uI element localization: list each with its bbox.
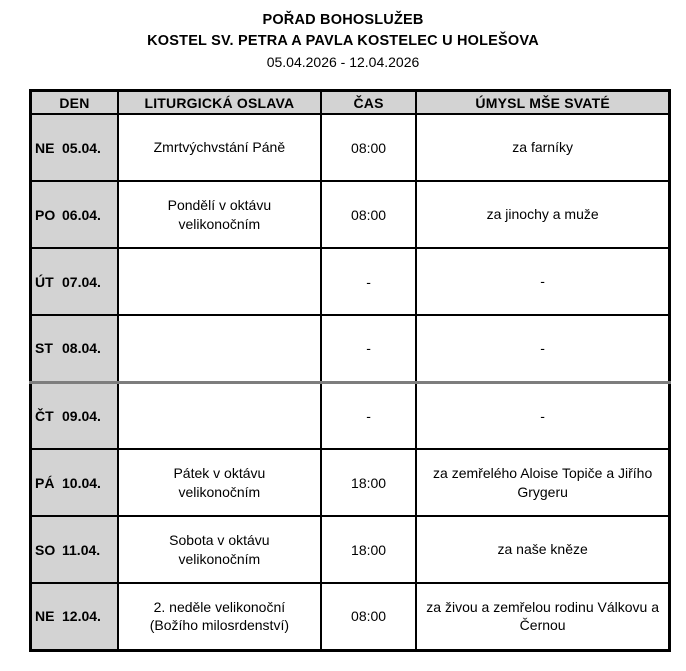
page-title: POŘAD BOHOSLUŽEB: [262, 12, 424, 28]
intention-cell: -: [416, 248, 669, 315]
day-abbr: NE: [35, 608, 55, 625]
time-cell: -: [321, 248, 416, 315]
time-cell: 18:00: [321, 516, 416, 583]
header-row: [31, 91, 670, 115]
celebration-cell: Sobota v oktávu velikonočním: [118, 516, 321, 583]
day-date: 10.04.: [62, 474, 101, 491]
time-cell: 08:00: [321, 181, 416, 248]
table-row: [31, 315, 670, 382]
celebration-cell: Pátek v oktávu velikonočním: [118, 449, 321, 516]
column-header-den: DEN: [31, 91, 118, 115]
day-cell: [31, 516, 118, 583]
column-header-cas: ČAS: [321, 91, 416, 115]
day-date: 11.04.: [62, 541, 101, 558]
day-abbr: ÚT: [35, 273, 54, 290]
column-header-umysl-mse-svate: ÚMYSL MŠE SVATÉ: [416, 91, 669, 115]
celebration-cell: [118, 382, 321, 449]
intention-cell: za jinochy a muže: [416, 181, 669, 248]
schedule-table: [29, 89, 671, 652]
time-cell: 18:00: [321, 449, 416, 516]
table-row: [31, 114, 670, 181]
day-date: 06.04.: [62, 206, 101, 223]
day-cell: [31, 248, 118, 315]
intention-cell: -: [416, 315, 669, 382]
day-cell: [31, 583, 118, 650]
date-range: 05.04.2026 - 12.04.2026: [266, 54, 420, 70]
day-date: 08.04.: [62, 340, 101, 357]
celebration-cell: [118, 248, 321, 315]
day-abbr: PÁ: [35, 474, 55, 491]
celebration-cell: [118, 315, 321, 382]
time-cell: -: [321, 382, 416, 449]
day-abbr: PO: [35, 206, 56, 223]
schedule-table-header: [31, 91, 670, 115]
table-row: [31, 248, 670, 315]
celebration-cell: Pondělí v oktávu velikonočním: [118, 181, 321, 248]
day-abbr: NE: [35, 139, 55, 156]
day-cell: [31, 114, 118, 181]
day-abbr: SO: [35, 541, 56, 558]
celebration-cell: Zmrtvýchvstání Páně: [118, 114, 321, 181]
table-row: [31, 583, 670, 650]
schedule-rows: [31, 114, 670, 650]
time-cell: 08:00: [321, 114, 416, 181]
table-row: [31, 449, 670, 516]
day-date: 07.04.: [62, 273, 101, 290]
intention-cell: za farníky: [416, 114, 669, 181]
column-header-liturgicka-oslava: LITURGICKÁ OSLAVA: [118, 91, 321, 115]
time-cell: -: [321, 315, 416, 382]
day-cell: [31, 315, 118, 382]
page-subtitle: KOSTEL SV. PETRA A PAVLA KOSTELEC U HOLEŠOVA: [147, 33, 539, 49]
title-block: [0, 0, 686, 73]
table-row: [31, 382, 670, 449]
table-row: [31, 516, 670, 583]
intention-cell: -: [416, 382, 669, 449]
time-cell: 08:00: [321, 583, 416, 650]
day-abbr: ST: [35, 340, 53, 357]
day-cell: [31, 181, 118, 248]
table-row: [31, 181, 670, 248]
day-date: 05.04.: [62, 139, 101, 156]
intention-cell: za živou a zemřelou rodinu Válkovu a Černou: [416, 583, 669, 650]
day-date: 09.04.: [62, 407, 101, 424]
intention-cell: za zemřelého Aloise Topiče a Jiřího Grygeru: [416, 449, 669, 516]
day-cell: [31, 382, 118, 449]
celebration-cell: 2. neděle velikonoční (Božího milosrdenství): [118, 583, 321, 650]
day-date: 12.04.: [62, 608, 101, 625]
day-abbr: ČT: [35, 407, 54, 424]
day-cell: [31, 449, 118, 516]
intention-cell: za naše kněze: [416, 516, 669, 583]
